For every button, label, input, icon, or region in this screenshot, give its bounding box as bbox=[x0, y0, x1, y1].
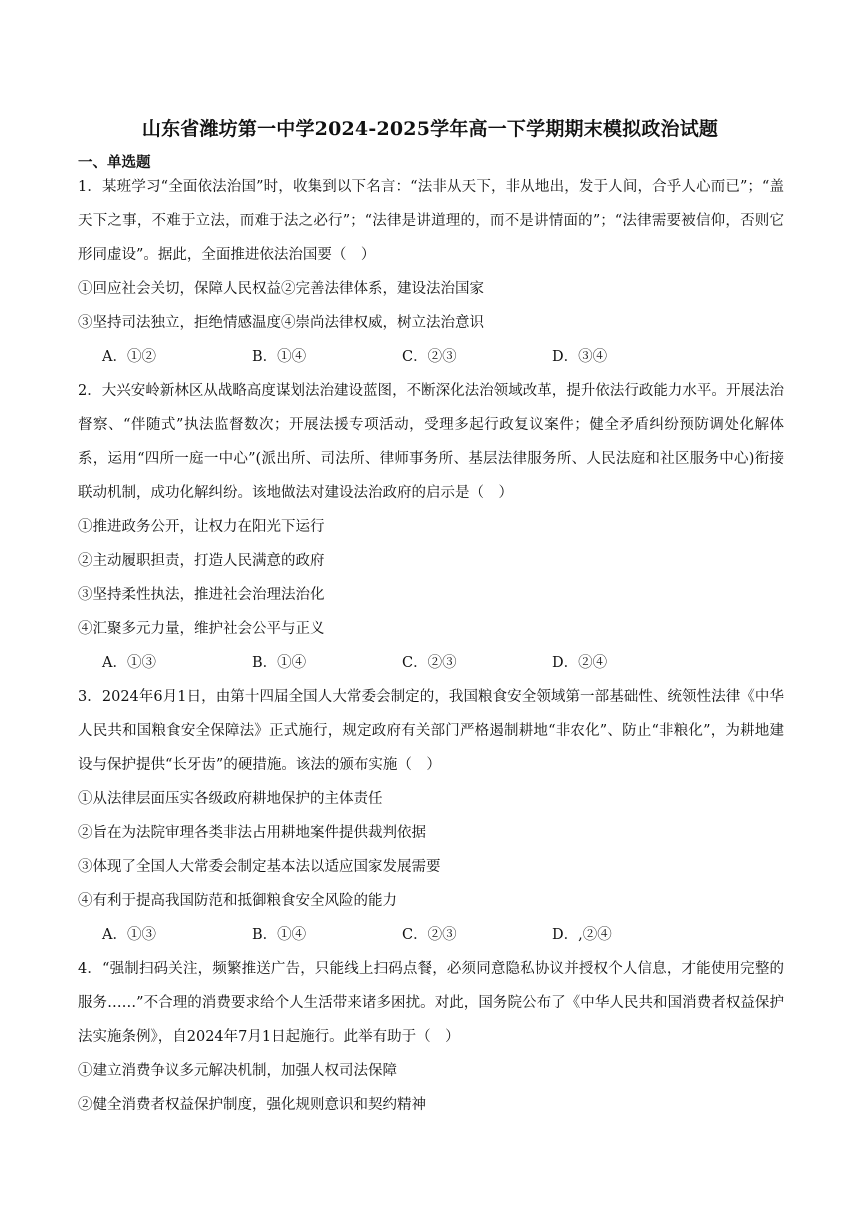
choice-a: A．①③ bbox=[102, 655, 156, 671]
question-option: ①推进政务公开，让权力在阳光下运行 bbox=[78, 519, 325, 535]
question-option: ②旨在为法院审理各类非法占用耕地案件提供裁判依据 bbox=[78, 825, 426, 841]
choice-b: B．①④ bbox=[252, 927, 307, 943]
question-option: ②健全消费者权益保护制度，强化规则意识和契约精神 bbox=[78, 1097, 426, 1113]
choice-c: C．②③ bbox=[402, 655, 457, 671]
choice-c: C．②③ bbox=[402, 927, 457, 943]
question-2 bbox=[78, 374, 784, 680]
choice-d: D．②④ bbox=[552, 655, 608, 671]
question-stem: 4．“强制扫码关注，频繁推送广告，只能线上扫码点餐，必须同意隐私协议并授权个人信息，才能使用完整的服务……”不合理的消费要求给个人生活带来诸多困扰。对此，国务院公布了《中华人民共和国消费者权益保护法实施条例》，自2024年7月1日起施行。此举有助于（ ） bbox=[78, 961, 784, 1045]
question-option: ③体现了全国人大常委会制定基本法以适应国家发展需要 bbox=[78, 859, 441, 875]
choice-b: B．①④ bbox=[252, 655, 307, 671]
question-1 bbox=[78, 170, 784, 374]
question-list bbox=[78, 170, 784, 1122]
choice-a: A．①② bbox=[102, 349, 156, 365]
question-option: ③坚持司法独立，拒绝情感温度④崇尚法律权威，树立法治意识 bbox=[78, 315, 484, 331]
choice-c: C．②③ bbox=[402, 349, 457, 365]
choice-a: A．①③ bbox=[102, 927, 156, 943]
question-4 bbox=[78, 952, 784, 1122]
question-option: ①建立消费争议多元解决机制，加强人权司法保障 bbox=[78, 1063, 397, 1079]
section-heading: 一、单选题 bbox=[78, 154, 151, 171]
answer-choices bbox=[78, 918, 784, 952]
choice-d: D．,②④ bbox=[552, 927, 612, 943]
question-option: ①回应社会关切，保障人民权益②完善法律体系，建设法治国家 bbox=[78, 281, 484, 297]
question-3 bbox=[78, 680, 784, 952]
answer-choices bbox=[78, 340, 784, 374]
choice-b: B．①④ bbox=[252, 349, 307, 365]
question-stem: 3．2024年6月1日，由第十四届全国人大常委会制定的，我国粮食安全领域第一部基础性、统领性法律《中华人民共和国粮食安全保障法》正式施行，规定政府有关部门严格遏制耕地“非农化”、防止“非粮化”，为耕地建设与保护提供“长牙齿”的硬措施。该法的颁布实施（ ） bbox=[78, 689, 784, 773]
answer-choices bbox=[78, 646, 784, 680]
page-title: 山东省潍坊第一中学2024-2025学年高一下学期期末模拟政治试题 bbox=[141, 118, 719, 140]
question-option: ①从法律层面压实各级政府耕地保护的主体责任 bbox=[78, 791, 383, 807]
question-stem: 1．某班学习“全面依法治国”时，收集到以下名言：“法非从天下，非从地出，发于人间，合乎人心而已”；“盖天下之事，不难于立法，而难于法之必行”；“法律是讲道理的，而不是讲情面的”；“法律需要被信仰，否则它形同虚设”。据此，全面推进依法治国要（ ） bbox=[78, 179, 784, 263]
question-option: ③坚持柔性执法，推进社会治理法治化 bbox=[78, 587, 325, 603]
question-option: ②主动履职担责，打造人民满意的政府 bbox=[78, 553, 325, 569]
question-option: ④有利于提高我国防范和抵御粮食安全风险的能力 bbox=[78, 893, 397, 909]
question-option: ④汇聚多元力量，维护社会公平与正义 bbox=[78, 621, 325, 637]
choice-d: D．③④ bbox=[552, 349, 608, 365]
question-stem: 2．大兴安岭新林区从战略高度谋划法治建设蓝图，不断深化法治领域改革，提升依法行政能力水平。开展法治督察、“伴随式”执法监督数次；开展法援专项活动，受理多起行政复议案件；健全矛盾纠纷预防调处化解体系，运用“四所一庭一中心”(派出所、司法所、律师事务所、基层法律服务所、人民法庭和社区服务中心)衔接联动机制，成功化解纠纷。该地做法对建设法治政府的启示是（ ） bbox=[78, 383, 784, 501]
